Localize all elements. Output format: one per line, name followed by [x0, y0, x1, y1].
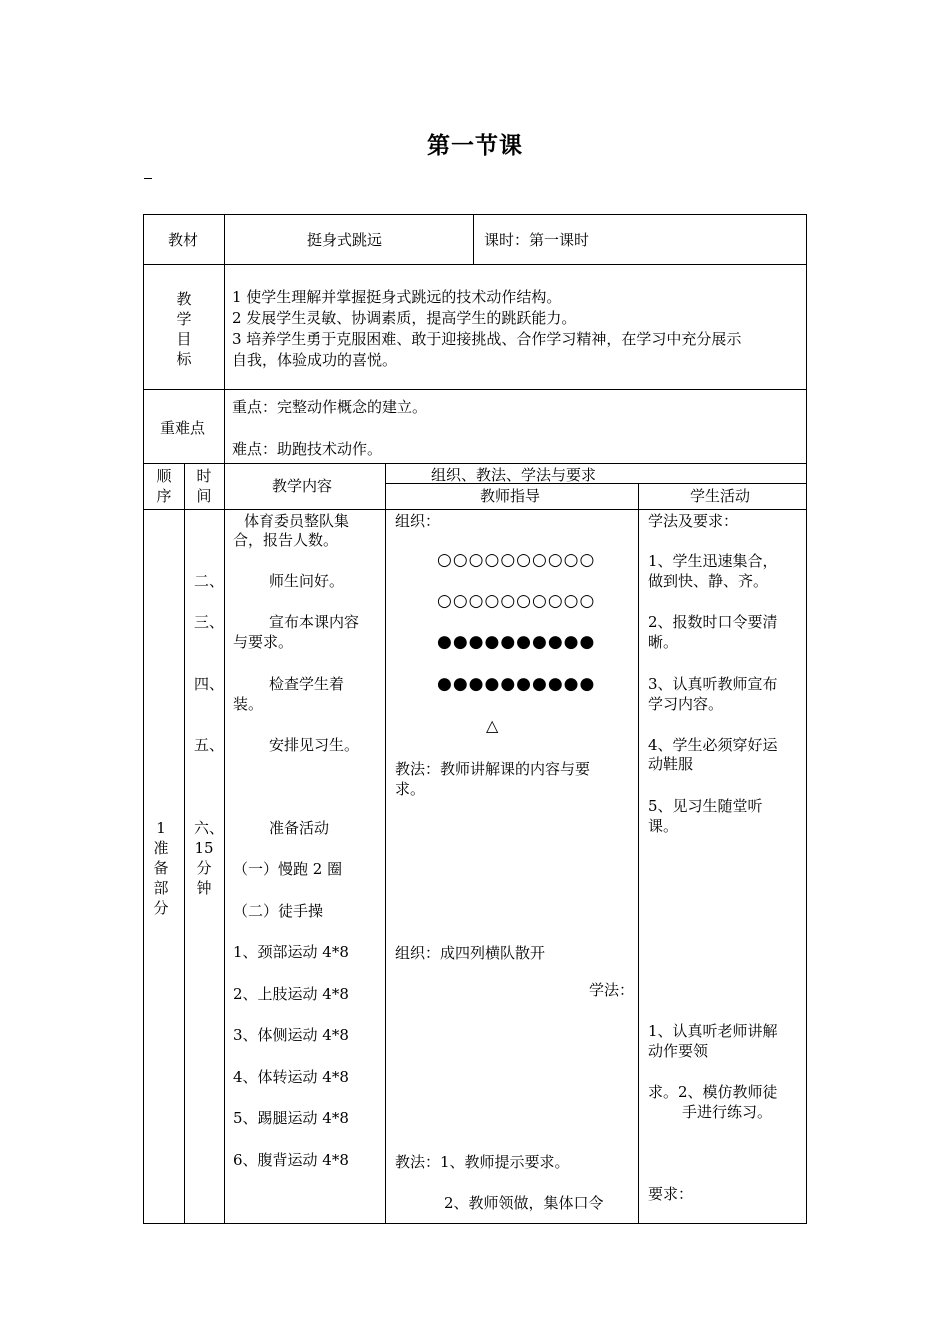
group-header: 组织、教法、学法与要求: [431, 466, 597, 484]
objective-line: 自我，体验成功的喜悦。: [232, 351, 398, 369]
border: [638, 483, 639, 1224]
objective-line: 2 发展学生灵敏、协调素质，提高学生的跳跃能力。: [232, 309, 577, 327]
student-header: 学生活动: [690, 487, 751, 505]
border: [385, 463, 386, 1224]
teacher-method: 教法：教师讲解课的内容与要: [395, 760, 591, 778]
student-item: 5、见习生随堂听: [648, 797, 763, 815]
border: [184, 463, 185, 1224]
exercise-item: 5、踢腿运动 4*8: [233, 1109, 349, 1127]
time-char: 15: [194, 839, 214, 857]
student-item: 1、学生迅速集合，: [648, 552, 778, 570]
order-mark: 六、: [194, 819, 225, 837]
border: [143, 509, 807, 510]
border: [143, 214, 144, 1224]
label-char: 目: [176, 330, 192, 348]
keypoints-label: 重难点: [160, 419, 206, 437]
section-char: 备: [153, 859, 169, 877]
border: [473, 214, 474, 264]
student-item: 动鞋服: [648, 755, 694, 773]
student-item: 动作要领: [648, 1042, 709, 1060]
student-header-text: 学法及要求：: [648, 512, 739, 530]
page-title: 第一节课: [427, 132, 523, 159]
border: [806, 214, 807, 1224]
content-item: 宣布本课内容: [269, 613, 360, 631]
section-char: 分: [153, 899, 169, 917]
content-item: 师生问好。: [269, 572, 345, 590]
objective-line: 1 使学生理解并掌握挺身式跳远的技术动作结构。: [232, 288, 562, 306]
formation-row-open: ○○○○○○○○○○: [437, 550, 596, 570]
teacher-position-icon: △: [486, 716, 499, 735]
content-header: 教学内容: [272, 477, 333, 495]
section-char: 准: [153, 839, 169, 857]
border: [143, 1223, 807, 1224]
label-char: 标: [176, 350, 192, 368]
objective-line: 3 培养学生勇于克服困难、敢于迎接挑战、合作学习精神，在学习中充分展示: [232, 330, 742, 348]
content-item: （二）徒手操: [233, 902, 324, 920]
lesson-plan-table: [143, 214, 807, 1224]
border: [224, 214, 225, 1224]
label-char: 学: [176, 310, 192, 328]
border: [143, 463, 807, 464]
section-number: 1: [156, 819, 166, 837]
time-header: [194, 466, 214, 506]
teacher-method: 求。: [395, 780, 426, 798]
exercise-item: 2、上肢运动 4*8: [233, 985, 349, 1003]
exercise-item: 3、体侧运动 4*8: [233, 1026, 349, 1044]
student-item: 学习内容。: [648, 695, 724, 713]
content-item: 体育委员整队集: [244, 512, 350, 530]
header-char: 间: [196, 487, 212, 505]
student-item: 1、认真听老师讲解: [648, 1022, 778, 1040]
formation-row-open: ○○○○○○○○○○: [437, 591, 596, 611]
study-label: 学法：: [589, 981, 635, 999]
order-mark: 二、: [194, 572, 225, 590]
header-char: 序: [156, 487, 172, 505]
student-item: 手进行练习。: [682, 1103, 773, 1121]
label-char: 教: [176, 290, 192, 308]
dash-mark: [144, 178, 152, 179]
section-time: [194, 838, 214, 898]
key-point: 重点：完整动作概念的建立。: [232, 398, 428, 416]
border: [143, 264, 807, 265]
formation-row-filled: ●●●●●●●●●●: [437, 632, 596, 652]
order-mark: 五、: [194, 736, 225, 754]
formation-row-filled: ●●●●●●●●●●: [437, 674, 596, 694]
difficult-point: 难点：助跑技术动作。: [232, 440, 383, 458]
time-char: 分: [196, 859, 212, 877]
header-char: 顺: [156, 467, 172, 485]
student-item: 晰。: [648, 633, 679, 651]
order-header: [154, 466, 174, 506]
student-item: 3、认真听教师宣布: [648, 675, 778, 693]
header-char: 时: [196, 467, 212, 485]
border: [143, 389, 807, 390]
time-char: 钟: [196, 879, 212, 897]
teacher-method: 教法：1、教师提示要求。: [395, 1153, 570, 1171]
student-item: 2、报数时口令要清: [648, 613, 778, 631]
teacher-org: 组织：成四列横队散开: [395, 944, 546, 962]
material-label: 教材: [168, 231, 199, 249]
section-char: 部: [153, 879, 169, 897]
teacher-header: 教师指导: [480, 487, 541, 505]
content-item: 与要求。: [233, 633, 294, 651]
content-item: 安排见习生。: [269, 736, 360, 754]
student-item: 做到快、静、齐。: [648, 572, 769, 590]
student-item: 4、学生必须穿好运: [648, 736, 778, 754]
exercise-item: 6、腹背运动 4*8: [233, 1151, 349, 1169]
content-item: 装。: [233, 695, 264, 713]
exercise-item: 1、颈部运动 4*8: [233, 943, 349, 961]
order-mark: 四、: [194, 675, 225, 693]
objectives-label: [174, 289, 194, 369]
period: 课时：第一课时: [484, 231, 590, 249]
content-item: 检查学生着: [269, 675, 345, 693]
section-name: [151, 818, 171, 918]
teacher-method: 2、教师领做，集体口令: [444, 1194, 604, 1212]
content-item: 准备活动: [269, 819, 330, 837]
student-require: 要求：: [648, 1185, 694, 1203]
student-item: 求。2、模仿教师徒: [648, 1083, 778, 1101]
content-item: 合，报告人数。: [233, 531, 339, 549]
content-item: （一）慢跑 2 圈: [233, 860, 343, 878]
org-label: 组织：: [395, 512, 441, 530]
border: [143, 214, 807, 215]
student-item: 课。: [648, 817, 679, 835]
order-mark: 三、: [194, 613, 225, 631]
exercise-item: 4、体转运动 4*8: [233, 1068, 349, 1086]
material-value: 挺身式跳远: [307, 231, 383, 249]
